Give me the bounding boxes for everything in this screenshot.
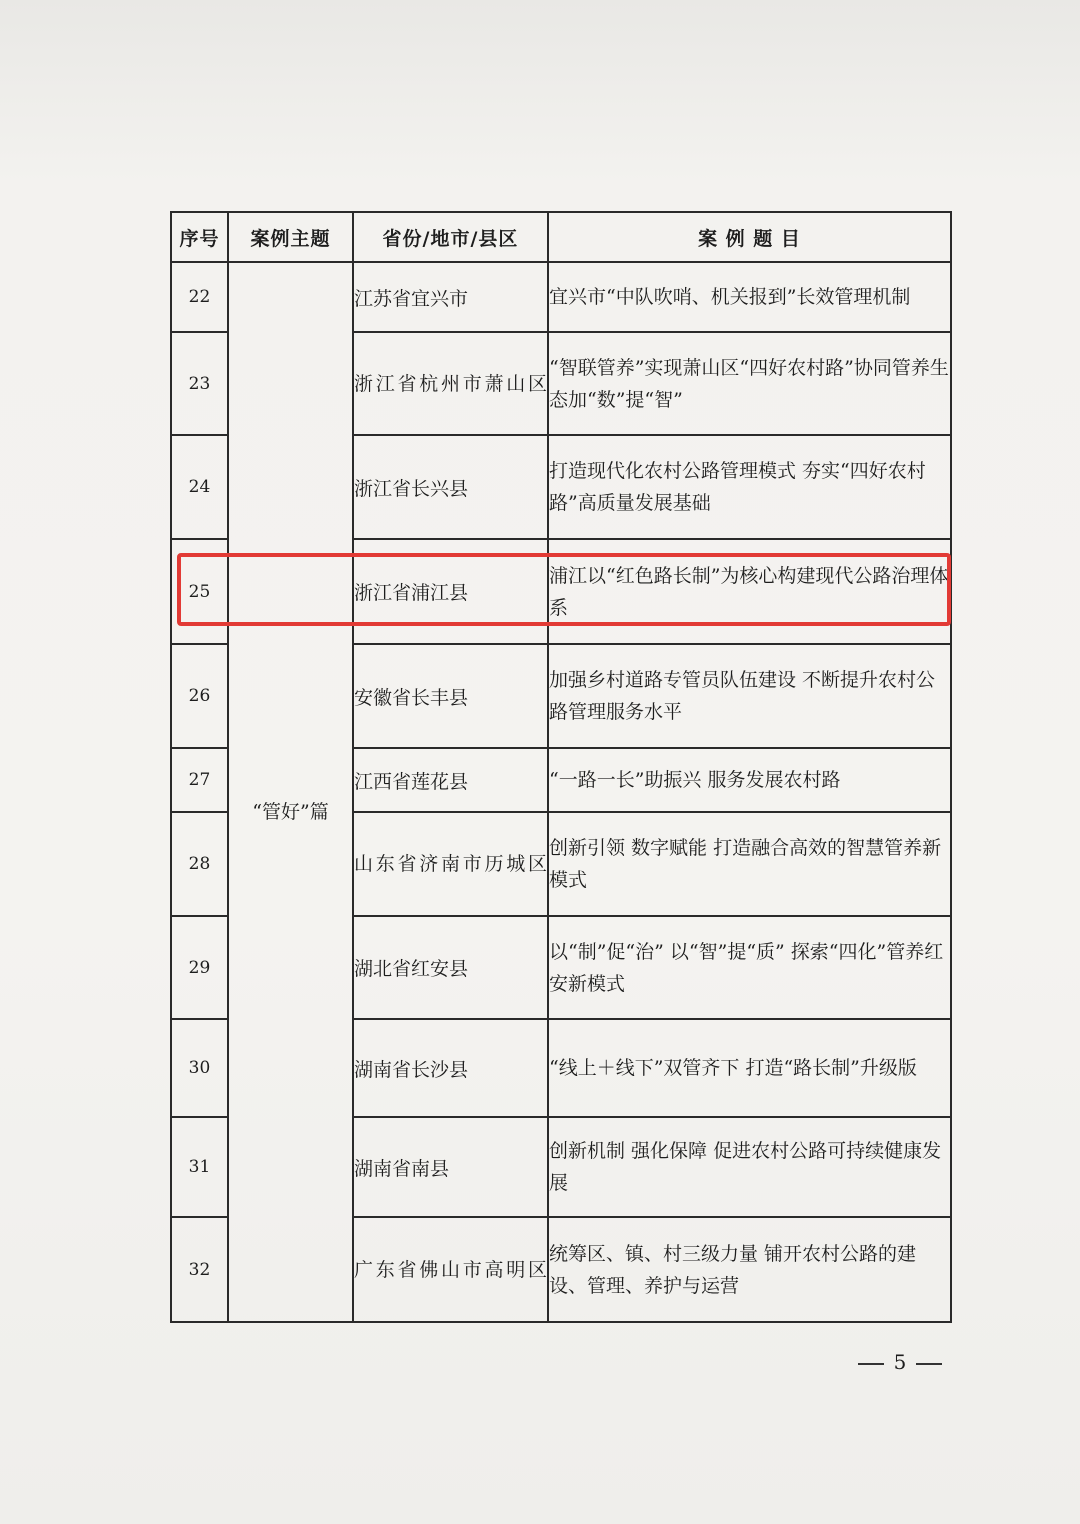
row-region: 广东省佛山市高明区 [353, 1217, 548, 1322]
row-index: 25 [171, 539, 228, 644]
page-number-footer [840, 1350, 960, 1380]
row-title: 打造现代化农村公路管理模式 夯实“四好农村路”高质量发展基础 [548, 435, 951, 539]
theme-label: “管好”篇 [252, 800, 329, 823]
page-number: 5 [893, 1350, 907, 1374]
right-dash [916, 1363, 942, 1365]
row-region: 安徽省长丰县 [353, 644, 548, 748]
table-header-row [171, 212, 951, 262]
row-title: 以“制”促“治” 以“智”提“质” 探索“四化”管养红安新模式 [548, 916, 951, 1019]
row-index: 31 [171, 1117, 228, 1217]
row-index: 28 [171, 812, 228, 916]
case-table [170, 211, 952, 1323]
header-theme: 案例主题 [228, 212, 353, 262]
row-title: “一路一长”助振兴 服务发展农村路 [548, 748, 951, 812]
row-title: 宜兴市“中队吹哨、机关报到”长效管理机制 [548, 262, 951, 332]
row-index: 32 [171, 1217, 228, 1322]
row-region: 江西省莲花县 [353, 748, 548, 812]
theme-cell [228, 262, 353, 1322]
left-dash [858, 1363, 884, 1365]
header-index: 序号 [171, 212, 228, 262]
row-index: 23 [171, 332, 228, 435]
row-index: 27 [171, 748, 228, 812]
row-index: 29 [171, 916, 228, 1019]
row-title: 创新引领 数字赋能 打造融合高效的智慧管养新模式 [548, 812, 951, 916]
row-region: 湖南省长沙县 [353, 1019, 548, 1117]
row-title: “线上＋线下”双管齐下 打造“路长制”升级版 [548, 1019, 951, 1117]
row-region: 浙江省长兴县 [353, 435, 548, 539]
row-region: 浙江省浦江县 [353, 539, 548, 644]
row-index: 24 [171, 435, 228, 539]
row-title: 创新机制 强化保障 促进农村公路可持续健康发展 [548, 1117, 951, 1217]
row-region: 湖北省红安县 [353, 916, 548, 1019]
row-index: 22 [171, 262, 228, 332]
row-title: 加强乡村道路专管员队伍建设 不断提升农村公路管理服务水平 [548, 644, 951, 748]
header-title: 案 例 题 目 [548, 212, 951, 262]
row-title: 统筹区、镇、村三级力量 铺开农村公路的建设、管理、养护与运营 [548, 1217, 951, 1322]
row-index: 26 [171, 644, 228, 748]
row-title: “智联管养”实现萧山区“四好农村路”协同管养生态加“数”提“智” [548, 332, 951, 435]
row-region: 湖南省南县 [353, 1117, 548, 1217]
row-title: 浦江以“红色路长制”为核心构建现代公路治理体系 [548, 539, 951, 644]
highlight-box [177, 553, 951, 626]
row-region: 浙江省杭州市萧山区 [353, 332, 548, 435]
table-row [171, 262, 951, 332]
row-region: 山东省济南市历城区 [353, 812, 548, 916]
row-region: 江苏省宜兴市 [353, 262, 548, 332]
row-index: 30 [171, 1019, 228, 1117]
header-region: 省份/地市/县区 [353, 212, 548, 262]
